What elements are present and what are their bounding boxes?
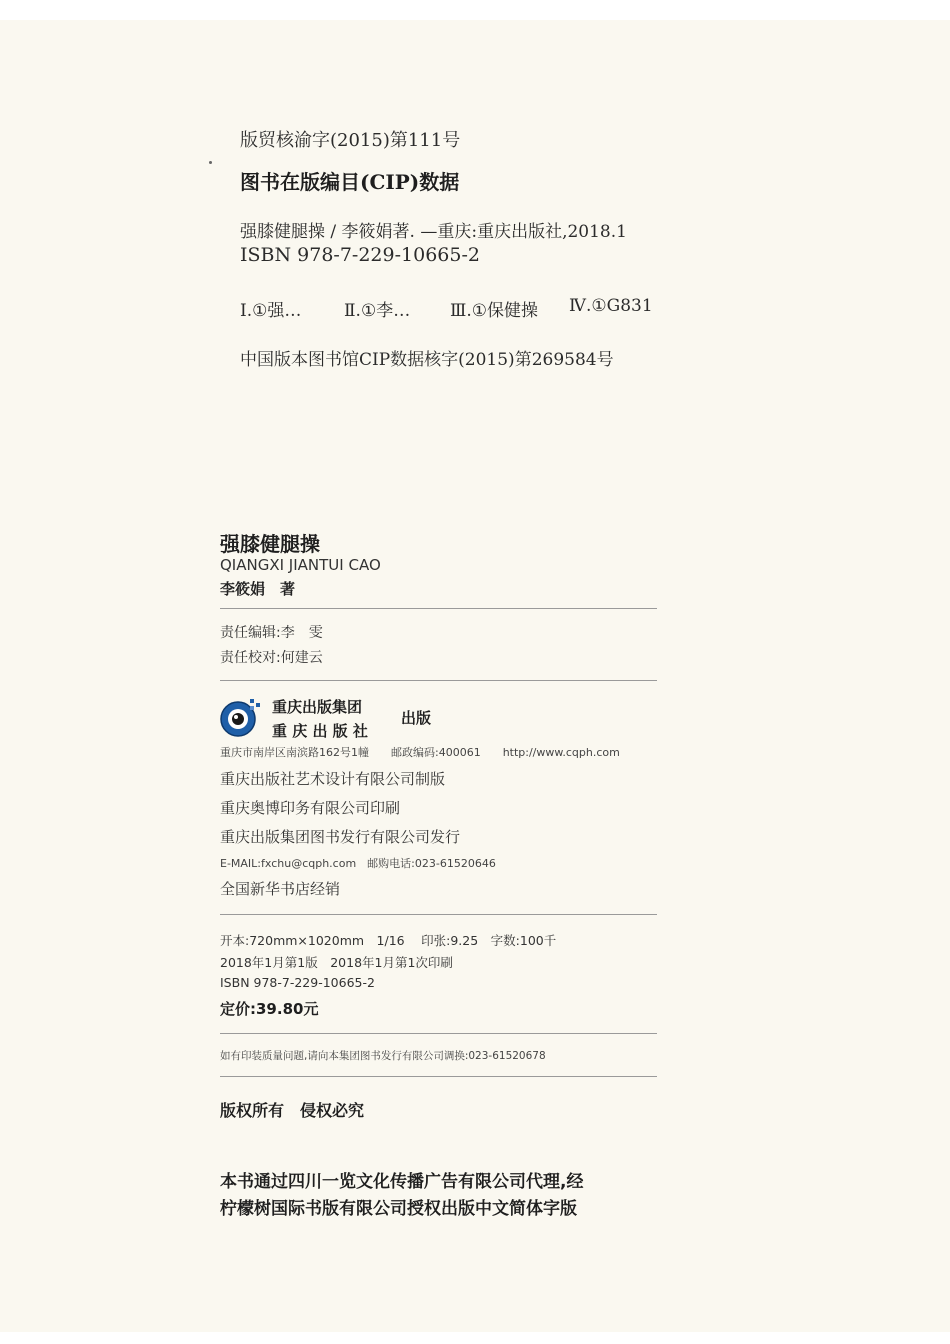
retail-distribution: 全国新华书店经销 bbox=[220, 880, 341, 898]
copyright-page bbox=[0, 20, 950, 1332]
cip-heading: 图书在版编目(CIP)数据 bbox=[240, 170, 460, 194]
publisher-group-name: 重庆出版集团 bbox=[272, 698, 363, 716]
book-author: 李筱娟 著 bbox=[220, 580, 296, 598]
cip-entry: 强膝健腿操 / 李筱娟著. —重庆:重庆出版社,2018.1 bbox=[240, 222, 627, 242]
divider bbox=[220, 1033, 657, 1034]
proofreader: 责任校对:何建云 bbox=[220, 650, 323, 666]
cip-isbn: ISBN 978-7-229-10665-2 bbox=[240, 244, 480, 266]
classification-ii: Ⅱ.①李… bbox=[344, 301, 411, 321]
publish-label: 出版 bbox=[401, 709, 432, 727]
publisher-press-name: 重 庆 出 版 社 bbox=[272, 722, 368, 740]
classification-iv: Ⅳ.①G831 bbox=[569, 296, 653, 316]
divider bbox=[220, 914, 657, 915]
classification-i: Ⅰ.①强… bbox=[240, 301, 302, 321]
copyright-notice: 版权所有 侵权必究 bbox=[220, 1101, 365, 1120]
cip-number: 中国版本图书馆CIP数据核字(2015)第269584号 bbox=[240, 350, 614, 370]
divider bbox=[220, 608, 657, 609]
isbn-line: ISBN 978-7-229-10665-2 bbox=[220, 975, 375, 990]
book-title-pinyin: QIANGXI JIANTUI CAO bbox=[220, 556, 381, 574]
contact-line: E-MAIL:fxchu@cqph.com 邮购电话:023-61520646 bbox=[220, 857, 496, 870]
publisher-address: 重庆市南岸区南滨路162号1幢 邮政编码:400061 http://www.cqph.com bbox=[220, 746, 620, 759]
format-line: 开本:720mm×1020mm 1/16 印张:9.25 字数:100千 bbox=[220, 933, 557, 948]
plate-making-company: 重庆出版社艺术设计有限公司制版 bbox=[220, 770, 446, 788]
license-line-2: 柠檬树国际书版有限公司授权出版中文简体字版 bbox=[220, 1199, 577, 1219]
divider bbox=[220, 1076, 657, 1077]
printing-company: 重庆奥博印务有限公司印刷 bbox=[220, 799, 401, 817]
publisher-logo-icon bbox=[219, 697, 261, 739]
edition-line: 2018年1月第1版 2018年1月第1次印刷 bbox=[220, 955, 453, 970]
scan-speck bbox=[209, 161, 212, 164]
divider bbox=[220, 680, 657, 681]
quality-notice: 如有印装质量问题,请向本集团图书发行有限公司调换:023-61520678 bbox=[220, 1050, 546, 1062]
classification-iii: Ⅲ.①保健操 bbox=[450, 301, 539, 321]
book-title: 强膝健腿操 bbox=[220, 532, 320, 556]
license-line-1: 本书通过四川一览文化传播广告有限公司代理,经 bbox=[220, 1172, 584, 1192]
price-line: 定价:39.80元 bbox=[220, 1000, 319, 1018]
responsible-editor: 责任编辑:李 雯 bbox=[220, 625, 323, 641]
distribution-company: 重庆出版集团图书发行有限公司发行 bbox=[220, 828, 461, 846]
trade-approval-number: 版贸核渝字(2015)第111号 bbox=[240, 130, 461, 151]
